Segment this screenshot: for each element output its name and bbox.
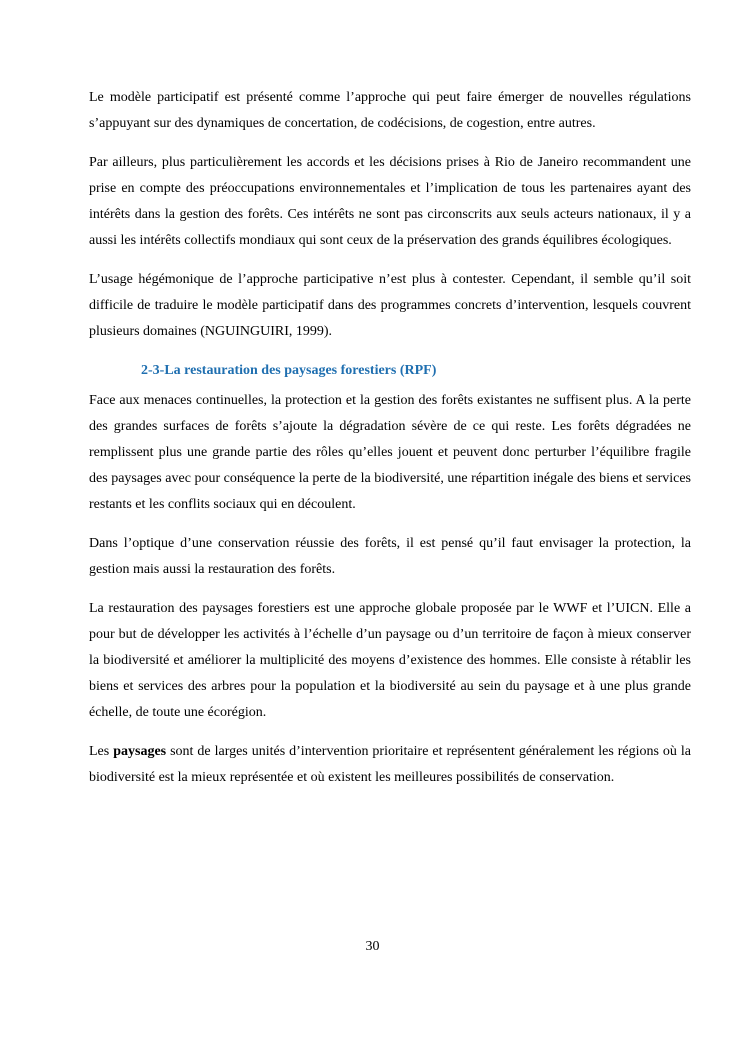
paragraph-rio-agreements: Par ailleurs, plus particulièrement les accords et les décisions prises à Rio de Janeiro recommandent une prise en compte des préoccupations environnementales et l’implication de tous les partenaires ayant des intérêts dans la gestion des forêts. Ces intérêts ne sont pas circonscrits aux seuls acteurs nationaux, il y a aussi les intérêts collectifs mondiaux qui sont ceux de la préservation des grands équilibres écologiques. bbox=[89, 155, 691, 248]
landscapes-bold-term: paysages bbox=[113, 744, 167, 759]
paragraph-threats: Face aux menaces continuelles, la protection et la gestion des forêts existantes ne suffisent plus. A la perte des grandes surfaces de forêts s’ajoute la dégradation sévère de ce qui reste. Les forêts dégradées ne remplissent plus une grande partie des rôles qu’elles jouent et peuvent donc perturber l’équilibre fragile des paysages avec pour conséquence la perte de la biodiversité, une répartition inégale des biens et services restants et les conflits sociaux qui en découlent. bbox=[89, 393, 691, 512]
paragraph-hegemonic-usage: L’usage hégémonique de l’approche participative n’est plus à contester. Cependant, il semble qu’il soit difficile de traduire le modèle participatif dans des programmes concrets d’intervention, lesquels couvrent plusieurs domaines (NGUINGUIRI, 1999). bbox=[89, 272, 691, 339]
document-body bbox=[89, 85, 691, 804]
page-number: 30 bbox=[365, 939, 380, 954]
paragraph-rpf-approach: La restauration des paysages forestiers est une approche globale proposée par le WWF et l’UICN. Elle a pour but de développer les activités à l’échelle d’un paysage ou d’un territoire de façon à mieux conserver la biodiversité et améliorer la multiplicité des moyens d’existence des hommes. Elle consiste à rétablir les biens et services des arbres pour la population et la biodiversité au sein du paysage et à une plus grande échelle, de toute une écorégion. bbox=[89, 601, 691, 720]
landscapes-suffix: sont de larges unités d’intervention prioritaire et représentent généralement les régions où la biodiversité est la mieux représentée et où existent les meilleures possibilités de conservation. bbox=[89, 744, 692, 785]
landscapes-prefix: Les bbox=[89, 744, 114, 759]
paragraph-participatory-model: Le modèle participatif est présenté comme l’approche qui peut faire émerger de nouvelles régulations s’appuyant sur des dynamiques de concertation, de codécisions, de cogestion, entre autres. bbox=[89, 90, 691, 131]
section-heading: 2-3-La restauration des paysages forestiers (RPF) bbox=[141, 363, 437, 378]
paragraph-landscapes bbox=[89, 739, 691, 791]
paragraph-conservation-outlook: Dans l’optique d’une conservation réussie des forêts, il est pensé qu’il faut envisager la protection, la gestion mais aussi la restauration des forêts. bbox=[89, 536, 691, 577]
